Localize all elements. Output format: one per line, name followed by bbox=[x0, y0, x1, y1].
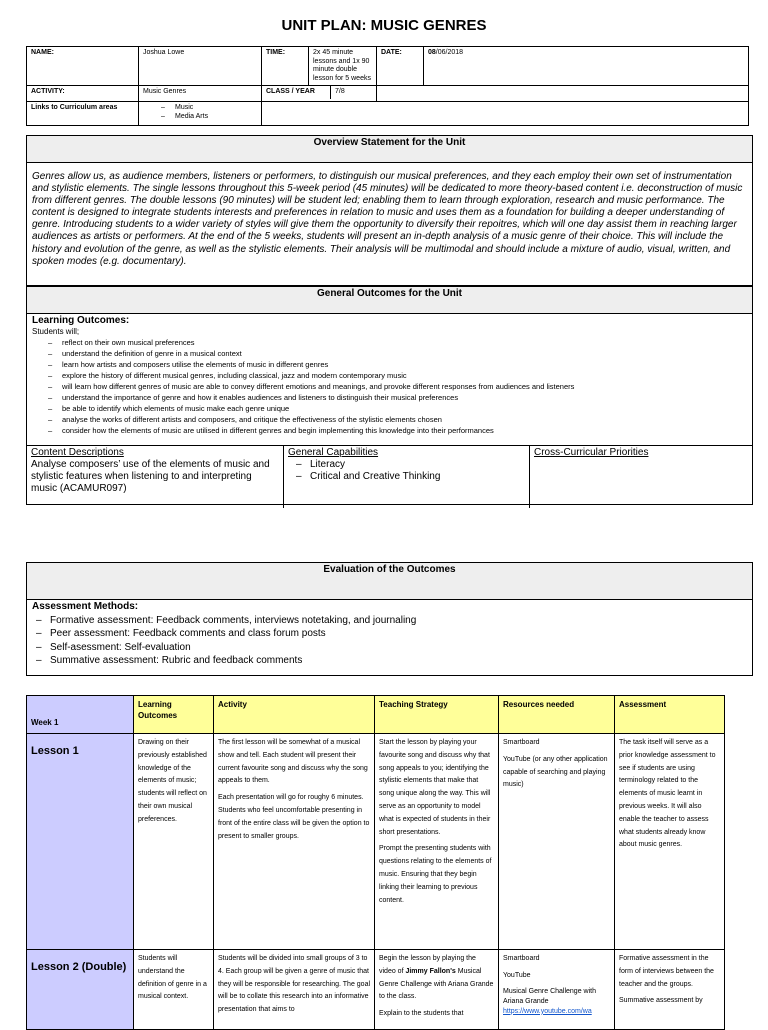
lesson-resources: Smartboard YouTube Musical Genre Challenge with Ariana Grande https://www.youtube.com/wa bbox=[499, 950, 615, 1030]
name-value: Joshua Lowe bbox=[139, 47, 262, 86]
content-descriptions-text: Analyse composers’ use of the elements of music and stylistic features when listening to and interpreting music (ACAMUR097) bbox=[31, 459, 270, 494]
content-descriptions-title: Content Descriptions bbox=[31, 447, 124, 458]
lesson-outcomes: Drawing on their previously established knowledge of the elements of music; students will reflect on their own musical preferences. bbox=[134, 734, 214, 950]
evaluation-heading: Evaluation of the Outcomes bbox=[27, 563, 752, 600]
method-item: – Self-asessment: Self-evaluation bbox=[32, 641, 747, 655]
evaluation-section bbox=[26, 562, 753, 676]
time-label: TIME: bbox=[262, 47, 309, 86]
lesson-activity: The first lesson will be somewhat of a musical show and tell. Each student will present their current favourite song and discuss why the song appeals to them. Each presentation will go for roughy 6 minutes. Students who feel uncomfortable presenting in front of the entire class will be given the option to present to smaller groups. bbox=[214, 734, 375, 950]
general-capabilities-title: General Capabilities bbox=[288, 447, 379, 458]
capability-item: – Literacy bbox=[292, 459, 525, 471]
method-item: – Summative assessment: Rubric and feedback comments bbox=[32, 654, 747, 668]
outcome-item: – understand the definition of genre in a musical context bbox=[44, 348, 747, 359]
col-header-resources: Resources needed bbox=[499, 696, 615, 734]
class-year-cell bbox=[262, 86, 377, 102]
overview-heading: Overview Statement for the Unit bbox=[27, 136, 752, 163]
class-label: CLASS / YEAR bbox=[262, 86, 331, 99]
lesson-assessment: Formative assessment in the form of interviews between the teacher and the groups. Summative assessment by bbox=[615, 950, 725, 1030]
strategy-emphasis: Jimmy Fallon's bbox=[405, 967, 456, 975]
outcome-item: – analyse the works of different artists and composers, and critique the effectiveness of the stylistic elements chosen bbox=[44, 414, 747, 425]
table-row bbox=[27, 734, 725, 950]
overview-section bbox=[26, 135, 753, 505]
lesson-name: Lesson 1 bbox=[27, 734, 134, 950]
table-row bbox=[27, 950, 725, 1030]
activity-label: ACTIVITY: bbox=[27, 86, 139, 102]
time-value: 2x 45 minute lessons and 1x 90 minute double lesson for 5 weeks bbox=[309, 47, 377, 86]
date-value: 08/06/2018 bbox=[424, 47, 749, 86]
assessment-methods-title: Assessment Methods: bbox=[32, 601, 139, 612]
outcome-item: – consider how the elements of music are utilised in different genres and begin implementing this knowledge into their performances bbox=[44, 425, 747, 436]
lesson-strategy: Begin the lesson by playing the video of Jimmy Fallon's Musical Genre Challenge with Ariana Grande to the class. Explain to the students that bbox=[375, 950, 499, 1030]
lesson-activity: Students will be divided into small groups of 3 to 4. Each group will be given a genre of music that they will be responsible for researching. The goal will be to collate this research into an informative presentation that aims to bbox=[214, 950, 375, 1030]
learning-outcomes bbox=[27, 314, 752, 446]
cross-curricular-title: Cross-Curricular Priorities bbox=[534, 447, 649, 458]
week-label: Week 1 bbox=[27, 696, 134, 734]
links-list bbox=[139, 102, 262, 126]
outcome-item: – be able to identify which elements of music make each genre unique bbox=[44, 403, 747, 414]
method-item: – Formative assessment: Feedback comments, interviews notetaking, and journaling bbox=[32, 614, 747, 628]
curriculum-links-row bbox=[27, 446, 752, 508]
activity-value: Music Genres bbox=[139, 86, 262, 102]
learning-outcomes-title: Learning Outcomes: bbox=[32, 315, 130, 326]
outcome-item: – will learn how different genres of music are able to convey different emotions and meanings, and provoke different responses from audiences and listeners bbox=[44, 381, 747, 392]
lesson-strategy: Start the lesson by playing your favourite song and discuss why that song appeals to you; identifying the stylistic elements that make that song unique along the way. This will serve as an opportunity to model what is expected of students in their short presentations. Prompt the presenting students with questions relating to the elements of music. Ensuring that they begin linking their learning to previous content. bbox=[375, 734, 499, 950]
general-outcomes-heading: General Outcomes for the Unit bbox=[27, 286, 752, 314]
lesson-outcomes: Students will understand the definition of genre in a musical context. bbox=[134, 950, 214, 1030]
page-title: UNIT PLAN: MUSIC GENRES bbox=[281, 17, 487, 34]
outcome-item: – learn how artists and composers utilise the elements of music in different genres bbox=[44, 359, 747, 370]
method-item: – Peer assessment: Feedback comments and class forum posts bbox=[32, 627, 747, 641]
link-item: – Music bbox=[157, 104, 257, 113]
capability-item: – Critical and Creative Thinking bbox=[292, 471, 525, 483]
lesson-resources: Smartboard YouTube (or any other application capable of searching and playing music) bbox=[499, 734, 615, 950]
col-header-activity: Activity bbox=[214, 696, 375, 734]
lesson-assessment: The task itself will serve as a prior knowledge assessment to see if students are using terminology related to the elements of music learnt in previous weeks. It will also enable the teacher to assess what students already know about music genres. bbox=[615, 734, 725, 950]
overview-text: Genres allow us, as audience members, listeners or performers, to distinguish our musical preferences, and they each employ their own set of instrumentation and stylistic elements. The single lessons throughout this 5-week period (45 minutes) will be dedicated to more theory-based content i.e. deconstruction of music from different genres. The double lessons (90 minutes) will be student led; enabling them to learn through exploration, research and music performance. The content is designed to integrate students interests and preferences in relation to music and uses them as a foundation for building a deeper understanding of genre. Introducing students to a wider variety of styles will give them the opportunity to diversify their repoitres, which will one day assist them in reaching larger audiences as artists or performers. At the end of the 5 weeks, students will present an in-depth analysis of a music genre of their choice. This will include the history and evolution of the genre, as well as the stylistic elements. Their analysis will be multimodal and should include a mixture of audio, visual, written, and spoken modes (e.g. documentary). bbox=[27, 163, 752, 286]
assessment-methods bbox=[27, 600, 752, 668]
cross-curricular-priorities bbox=[530, 446, 752, 508]
content-descriptions bbox=[27, 446, 284, 508]
col-header-strategy: Teaching Strategy bbox=[375, 696, 499, 734]
date-label: DATE: bbox=[377, 47, 424, 86]
week-table bbox=[26, 695, 725, 1030]
outcome-item: – understand the importance of genre and how it enables audiences and listeners to distinguish their musical preferences bbox=[44, 392, 747, 403]
info-table bbox=[26, 46, 749, 126]
col-header-outcomes: Learning Outcomes bbox=[134, 696, 214, 734]
lesson-name: Lesson 2 (Double) bbox=[27, 950, 134, 1030]
learning-outcomes-intro: Students will; bbox=[32, 327, 80, 336]
link-item: – Media Arts bbox=[157, 113, 257, 122]
general-capabilities bbox=[284, 446, 530, 508]
resource-link[interactable]: https://www.youtube.com/wa bbox=[503, 1007, 592, 1015]
outcome-item: – reflect on their own musical preferences bbox=[44, 337, 747, 348]
class-value: 7/8 bbox=[335, 88, 345, 95]
outcome-item: – explore the history of different musical genres, including classical, jazz and modern contemporary music bbox=[44, 370, 747, 381]
links-label: Links to Curriculum areas bbox=[27, 102, 139, 126]
name-label: NAME: bbox=[27, 47, 139, 86]
col-header-assessment: Assessment bbox=[615, 696, 725, 734]
